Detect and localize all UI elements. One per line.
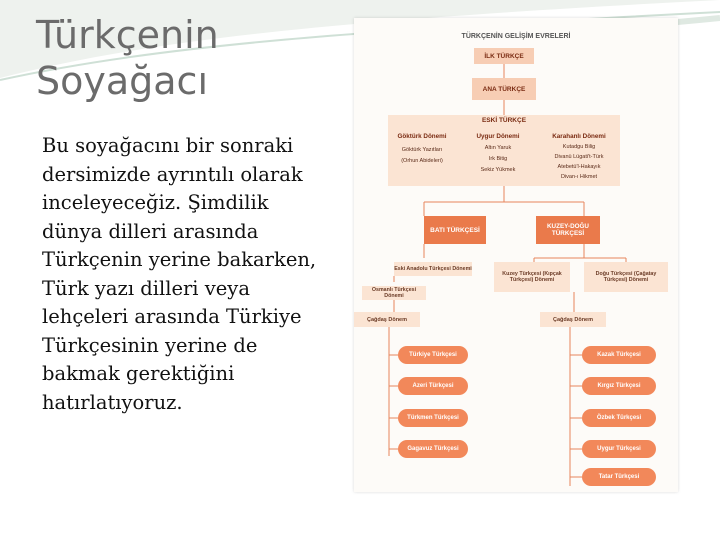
- diagram-title: TÜRKÇENİN GELİŞİM EVRELERİ: [461, 32, 571, 40]
- gokturk-head: Göktürk Dönemi: [397, 133, 447, 140]
- west-cagdas-period: Çağdaş Dönem: [354, 312, 420, 327]
- language-pill: Uygur Türkçesi: [582, 440, 656, 458]
- slide-title-line-1: Türkçenin: [36, 13, 219, 57]
- language-pill: Özbek Türkçesi: [582, 409, 656, 427]
- slide-body-text: Bu soyağacını bir sonraki dersimizde ayrıntılı olarak inceleyeceğiz. Şimdilik dünya dilleri arasında Türkçenin yerine bakarken, Türk yazı dilleri veya lehçeleri arasında Türkiye Türkçesinin yerine de bakmak gerektiğini hatırlatıyoruz.: [42, 134, 317, 414]
- language-pill: Kırgız Türkçesi: [582, 377, 656, 395]
- language-pill: Kazak Türkçesi: [582, 346, 656, 364]
- kuzey-turkcesi-period: Kuzey Türkçesi (Kıpçak Türkçesi) Dönemi: [494, 262, 570, 292]
- karahanli-item: Divan-ı Hikmet: [560, 174, 598, 180]
- kuzey-dogu-turkcesi-box: KUZEY-DOĞU TÜRKÇESİ: [536, 216, 600, 244]
- language-pill: Türkmen Türkçesi: [398, 409, 468, 427]
- east-cagdas-period: Çağdaş Dönem: [540, 312, 606, 327]
- eski-anadolu-period: Eski Anadolu Türkçesi Dönemi: [394, 262, 472, 276]
- slide-title-line-2: Soyağacı: [36, 59, 209, 103]
- uygur-item: Sekiz Yükmek: [480, 167, 516, 173]
- karahanli-item: Divanü Lügati't-Türk: [554, 154, 604, 160]
- language-pill: Gagavuz Türkçesi: [398, 440, 468, 458]
- bati-turkcesi-box: BATI TÜRKÇESİ: [424, 216, 486, 244]
- language-pill: Azeri Türkçesi: [398, 377, 468, 395]
- gokturk-item: Göktürk Yazıtları: [401, 147, 443, 153]
- dogu-turkcesi-period: Doğu Türkçesi (Çağatay Türkçesi) Dönemi: [584, 262, 668, 292]
- language-pill: Türkiye Türkçesi: [398, 346, 468, 364]
- uygur-item: Altın Yaruk: [484, 145, 512, 151]
- slide-title: [36, 12, 336, 104]
- eski-turkce-label: ESKİ TÜRKÇE: [481, 117, 527, 124]
- family-tree-diagram: [354, 18, 678, 492]
- language-pill: Tatar Türkçesi: [582, 468, 656, 486]
- karahanli-head: Karahanlı Dönemi: [552, 133, 606, 140]
- ana-turkce-box: ANA TÜRKÇE: [472, 78, 536, 100]
- uygur-head: Uygur Dönemi: [476, 133, 520, 140]
- gokturk-item: (Orhun Abideleri): [401, 158, 443, 164]
- ilk-turkce-box: İLK TÜRKÇE: [474, 48, 534, 64]
- karahanli-item: Kutadgu Bilig: [562, 144, 596, 150]
- uygur-item: Irk Bitig: [488, 156, 508, 162]
- karahanli-item: Atebetü'l-Hakayık: [557, 164, 601, 170]
- osmanli-period: Osmanlı Türkçesi Dönemi: [362, 286, 426, 300]
